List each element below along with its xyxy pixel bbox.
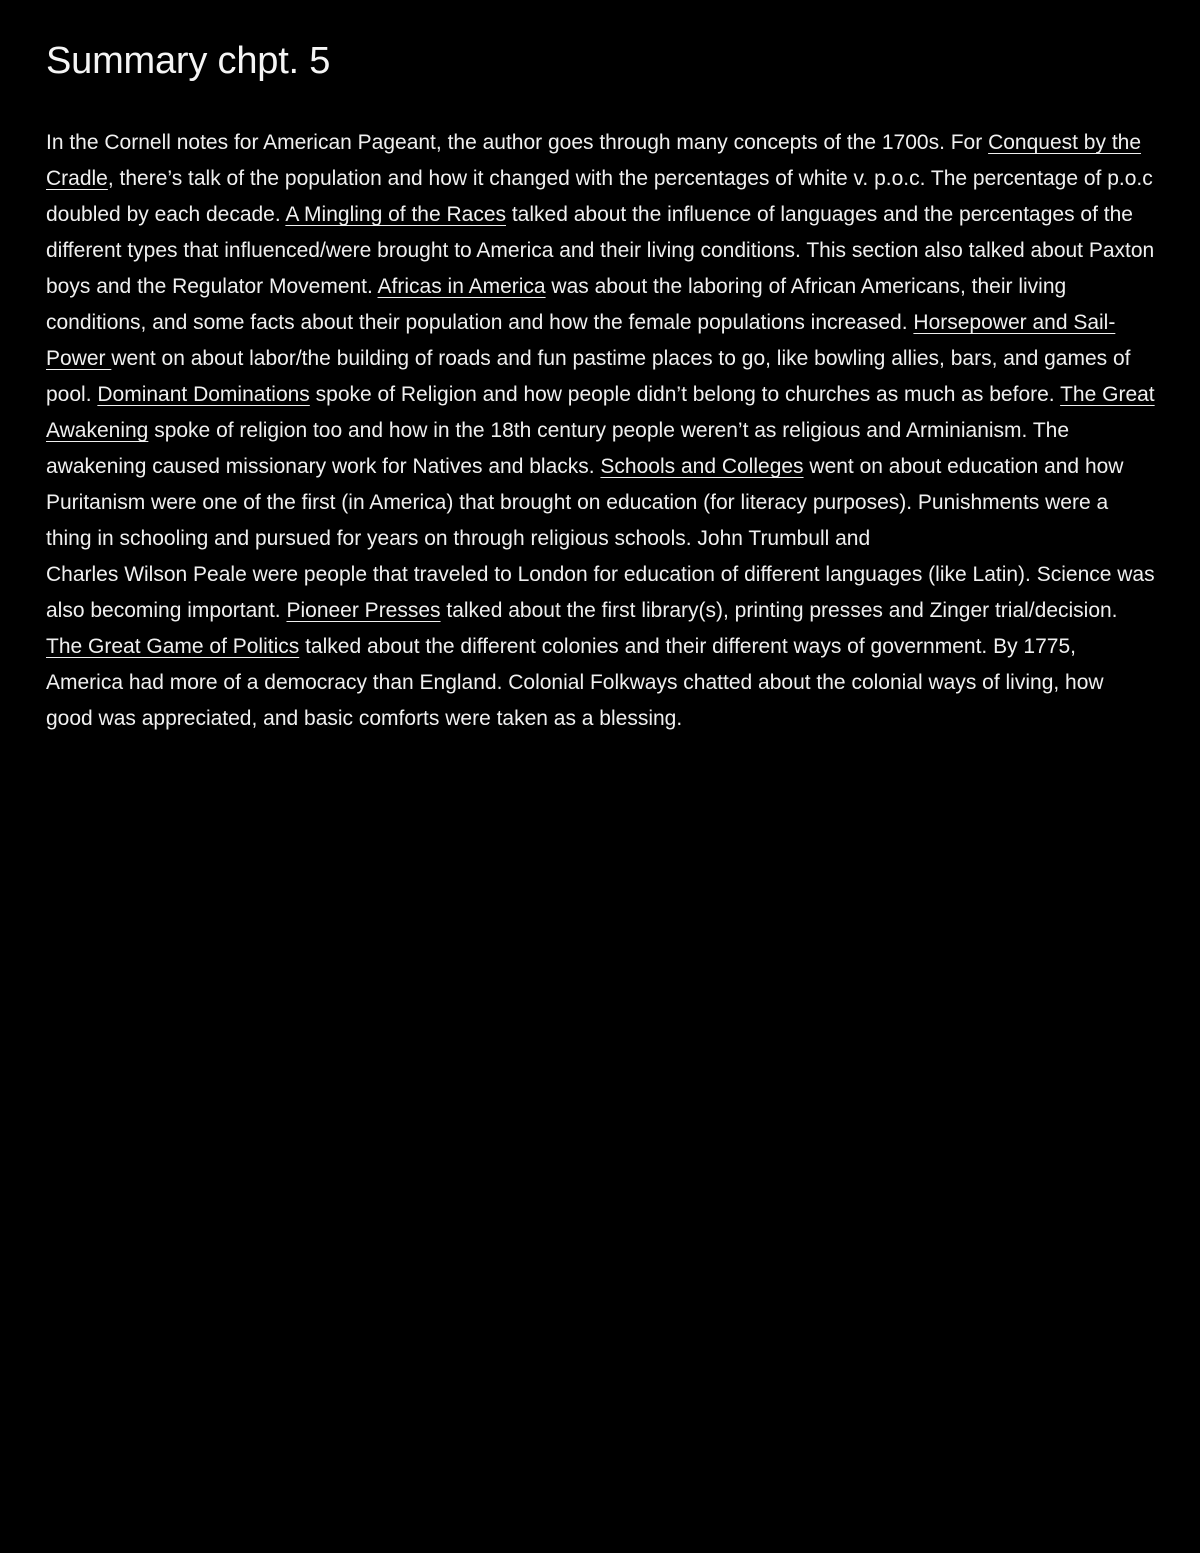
section-heading-reference: Africas in America <box>377 275 546 298</box>
section-heading-reference: Dominant Dominations <box>97 383 310 406</box>
section-heading-reference: Conquest by the Cradle <box>46 131 1142 190</box>
section-heading-reference: A Mingling of the Races <box>285 203 506 226</box>
summary-text: Charles Wilson Peale were people that traveled to London for education of different languages (like Latin). Science was also becoming important. <box>46 563 1155 622</box>
summary-text: talked about the first library(s), printing presses and Zinger trial/decision. <box>440 599 1118 622</box>
section-heading-reference: Schools and Colleges <box>600 455 804 478</box>
section-heading-reference: Pioneer Presses <box>286 599 441 622</box>
document-page <box>46 36 1156 730</box>
summary-text: spoke of religion too and how in the 18th century people weren’t as religious and Arminianism. The awakening caused missionary work for Natives and blacks. <box>46 419 1070 478</box>
summary-text: talked about the influence of languages and the percentages of the different types that influenced/were brought to America and their living conditions. This section also talked about Paxton boys and the Regulator Movement. <box>46 203 1155 298</box>
section-heading-reference: Horsepower and Sail-Power <box>46 311 1116 370</box>
section-heading-reference: The Great Awakening <box>46 383 1155 442</box>
summary-text: spoke of Religion and how people didn’t belong to churches as much as before. <box>309 383 1061 406</box>
summary-paragraph <box>46 125 1156 737</box>
summary-text: went on about education and how Puritanism were one of the first (in America) that brought on education (for literacy purposes). Punishments were a thing in schooling and pursued for years on through religious schools. John Trumbull and <box>46 455 1124 550</box>
section-heading-reference: The Great Game of Politics <box>46 635 300 658</box>
page-title: Summary chpt. 5 <box>46 40 331 82</box>
summary-text: In the Cornell notes for American Pageant, the author goes through many concepts of the 1700s. For <box>46 131 989 154</box>
summary-text: was about the laboring of African Americans, their living conditions, and some facts about their population and how the female populations increased. <box>46 275 1067 334</box>
summary-text: , there’s talk of the population and how it changed with the percentages of white v. p.o.c. The percentage of p.o.c doubled by each decade. <box>46 167 1153 226</box>
summary-text: talked about the different colonies and their different ways of government. By 1775, America had more of a democracy than England. Colonial Folkways chatted about the colonial ways of living, how good was appreciated, and basic comforts were taken as a blessing. <box>46 635 1104 730</box>
summary-text: went on about labor/the building of roads and fun pastime places to go, like bowling allies, bars, and games of pool. <box>46 347 1131 406</box>
